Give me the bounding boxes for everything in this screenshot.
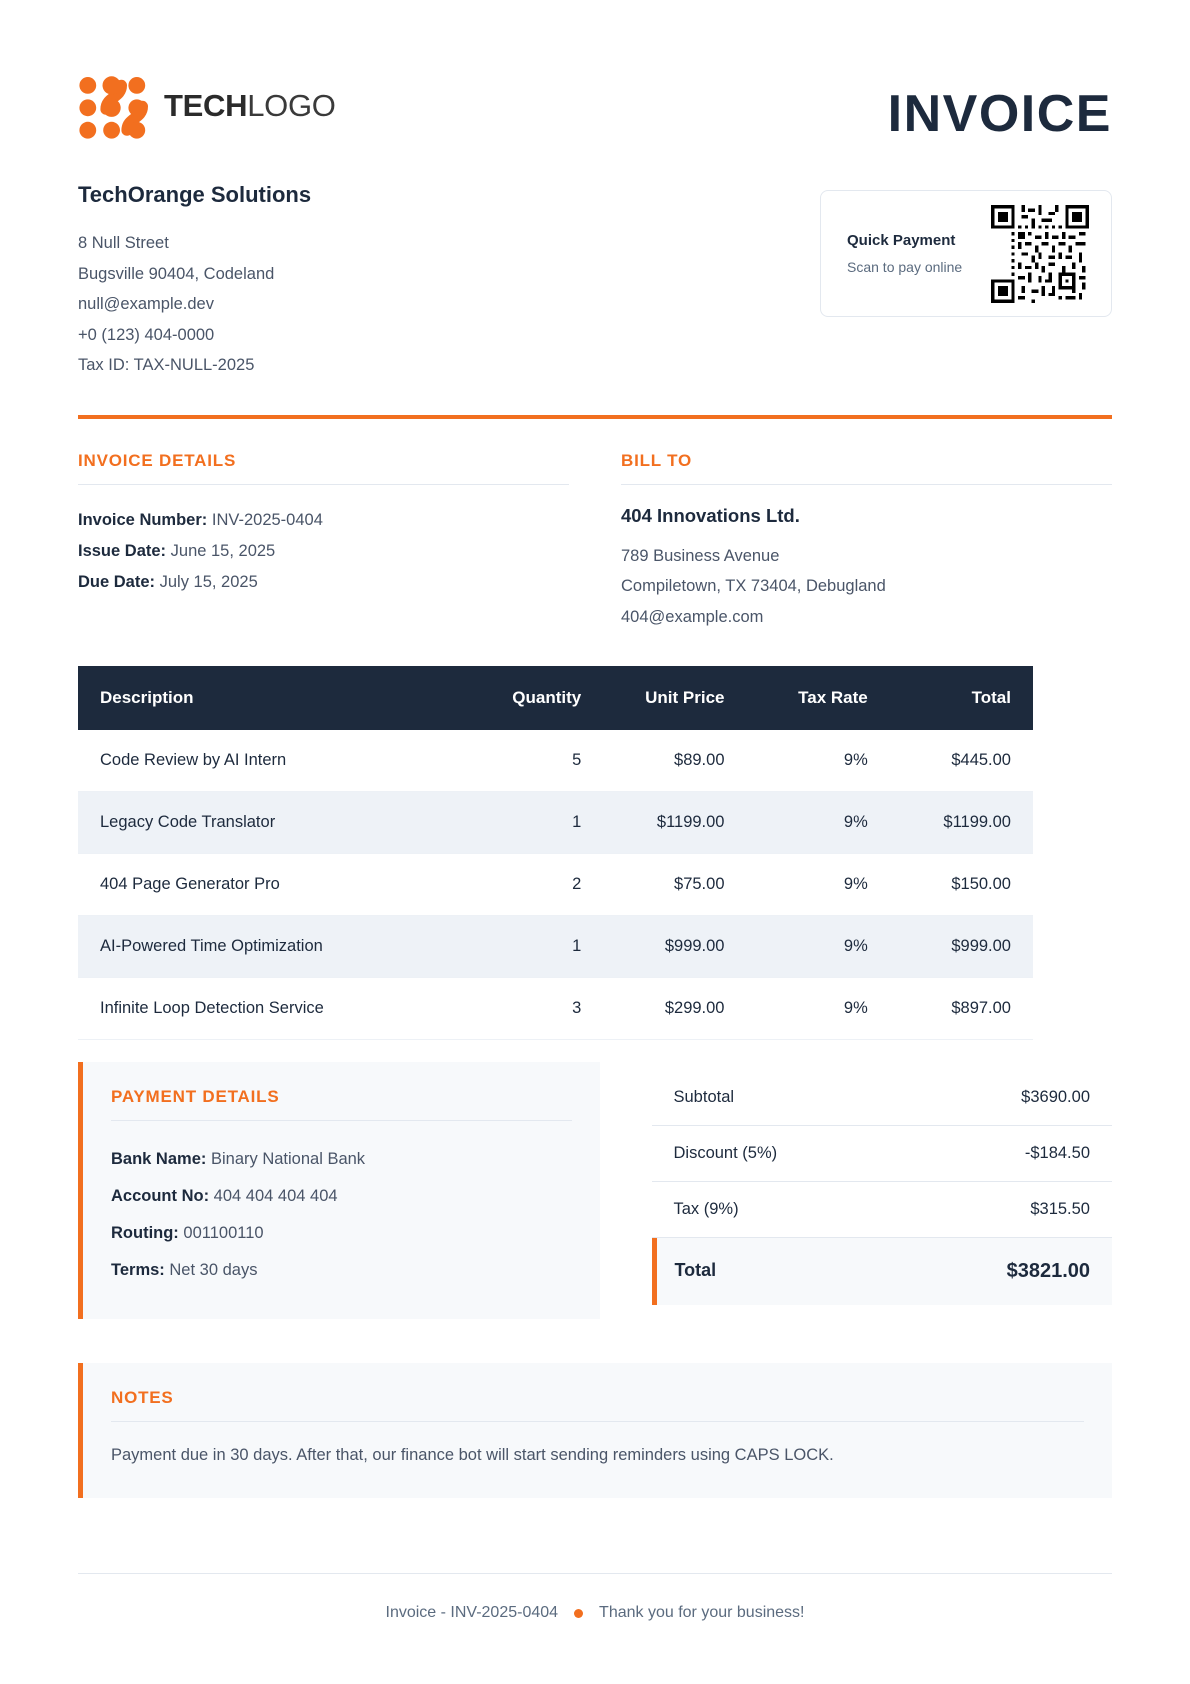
due-date-label: Due Date: [78,572,156,591]
terms-value: Net 30 days [169,1261,258,1279]
cell-total: $445.00 [890,730,1033,792]
payment-details-underline [111,1120,572,1121]
column-header-tax-rate: Tax Rate [747,666,890,730]
routing-label: Routing: [111,1224,179,1242]
cell-unit-price: $75.00 [603,854,746,916]
discount-value: -$184.50 [1024,1144,1090,1162]
bill-to-title: BILL TO [621,450,693,470]
bank-name-row [111,1141,572,1178]
cell-quantity: 3 [460,978,603,1040]
accent-divider [78,415,1112,419]
client-name: 404 Innovations Ltd. [621,504,800,526]
column-header-total: Total [890,666,1033,730]
cell-total: $150.00 [890,854,1033,916]
due-date-value: July 15, 2025 [159,572,258,591]
qr-code-icon[interactable] [991,205,1089,303]
payment-details-box [78,1062,600,1319]
issue-date-row [78,536,569,567]
column-header-quantity: Quantity [460,666,603,730]
discount-row [652,1126,1113,1182]
footer-thank-you: Thank you for your business! [599,1604,805,1621]
table-header-row [78,666,1033,730]
seller-and-quickpay [0,182,1190,381]
cell-unit-price: $999.00 [603,916,746,978]
notes-body: Payment due in 30 days. After that, our finance bot will start sending reminders using CAPS LOCK. [111,1446,834,1464]
footer-dot-separator-icon [574,1609,583,1618]
seller-name: TechOrange Solutions [78,182,312,207]
seller-phone: +0 (123) 404-0000 [78,325,215,344]
seller-email: null@example.dev [78,295,214,313]
account-number-value: 404 404 404 404 [213,1187,338,1205]
seller-tax-id: Tax ID: TAX-NULL-2025 [78,356,255,374]
subtotal-value: $3690.00 [1021,1088,1090,1106]
page-title: INVOICE [887,85,1112,143]
seller-address-line-2: Bugsville 90404, Codeland [78,264,275,283]
logo-word-light: LOGO [247,87,336,123]
footer-invoice-reference: Invoice - INV-2025-0404 [385,1604,559,1621]
bill-to-underline [621,484,1112,485]
notes-title: NOTES [111,1388,174,1407]
terms-label: Terms: [111,1261,165,1279]
cell-total: $999.00 [890,916,1033,978]
quick-payment-labels [847,232,962,275]
cell-description: Code Review by AI Intern [78,730,460,792]
cell-tax-rate: 9% [747,916,890,978]
logo-word-bold: TECH [164,87,248,123]
footer-divider [78,1573,1112,1574]
payment-details-title: PAYMENT DETAILS [111,1087,280,1106]
tax-label: Tax (9%) [673,1200,739,1218]
cell-tax-rate: 9% [747,792,890,854]
cell-tax-rate: 9% [747,978,890,1040]
table-row [78,854,1033,916]
column-header-unit-price: Unit Price [603,666,746,730]
logo-wordmark [164,87,336,123]
cell-description: Legacy Code Translator [78,792,460,854]
invoice-details-column [78,451,569,633]
line-items-table [78,666,1033,1040]
techlogo-mark-icon [78,70,148,140]
grand-total-label: Total [674,1260,717,1280]
cell-tax-rate: 9% [747,854,890,916]
line-items-body [78,730,1033,1040]
account-number-row [111,1178,572,1215]
terms-row [111,1252,572,1289]
client-address-line-2: Compiletown, TX 73404, Debugland [621,577,886,595]
issue-date-label: Issue Date: [78,541,167,560]
discount-label: Discount (5%) [673,1144,778,1162]
cell-tax-rate: 9% [747,730,890,792]
table-row [78,978,1033,1040]
quick-payment-subtitle: Scan to pay online [847,259,963,275]
table-row [78,916,1033,978]
grand-total-row [652,1238,1113,1305]
notes-box [78,1363,1112,1498]
client-address-line-1: 789 Business Avenue [621,546,780,565]
notes-underline [111,1421,1084,1422]
subtotal-label: Subtotal [673,1088,735,1106]
routing-value: 001100110 [183,1224,264,1242]
invoice-number-row [78,505,569,536]
tax-value: $315.50 [1030,1200,1090,1218]
quick-payment-title: Quick Payment [847,232,956,249]
routing-row [111,1215,572,1252]
invoice-number-label: Invoice Number: [78,510,208,529]
issue-date-value: June 15, 2025 [170,541,276,560]
client-email: 404@example.com [621,607,764,626]
cell-total: $897.00 [890,978,1033,1040]
bill-to-column [621,451,1112,633]
cell-quantity: 1 [460,792,603,854]
table-row [78,730,1033,792]
totals-summary [652,1062,1113,1305]
bank-name-label: Bank Name: [111,1150,207,1168]
invoice-header [0,0,1190,143]
cell-quantity: 1 [460,916,603,978]
cell-quantity: 5 [460,730,603,792]
quick-payment-box[interactable] [820,190,1112,317]
bank-name-value: Binary National Bank [210,1150,366,1168]
cell-description: 404 Page Generator Pro [78,854,460,916]
cell-quantity: 2 [460,854,603,916]
account-number-label: Account No: [111,1187,210,1205]
subtotal-row [652,1070,1113,1126]
payment-and-totals-row [0,1062,1190,1319]
column-header-description: Description [78,666,460,730]
invoice-details-title: INVOICE DETAILS [78,450,237,470]
page-footer [0,1604,1190,1622]
cell-unit-price: $1199.00 [603,792,746,854]
seller-address-line-1: 8 Null Street [78,234,169,252]
invoice-number-value: INV-2025-0404 [211,510,323,529]
tax-row [652,1182,1113,1238]
invoice-details-underline [78,484,569,485]
cell-description: Infinite Loop Detection Service [78,978,460,1040]
cell-description: AI-Powered Time Optimization [78,916,460,978]
grand-total-value: $3821.00 [1006,1260,1090,1282]
due-date-row [78,567,569,598]
seller-block [78,182,311,381]
brand-logo [78,70,336,140]
cell-unit-price: $89.00 [603,730,746,792]
line-items-header [78,666,1033,730]
invoice-info-row [0,451,1190,633]
cell-total: $1199.00 [890,792,1033,854]
table-row [78,792,1033,854]
cell-unit-price: $299.00 [603,978,746,1040]
